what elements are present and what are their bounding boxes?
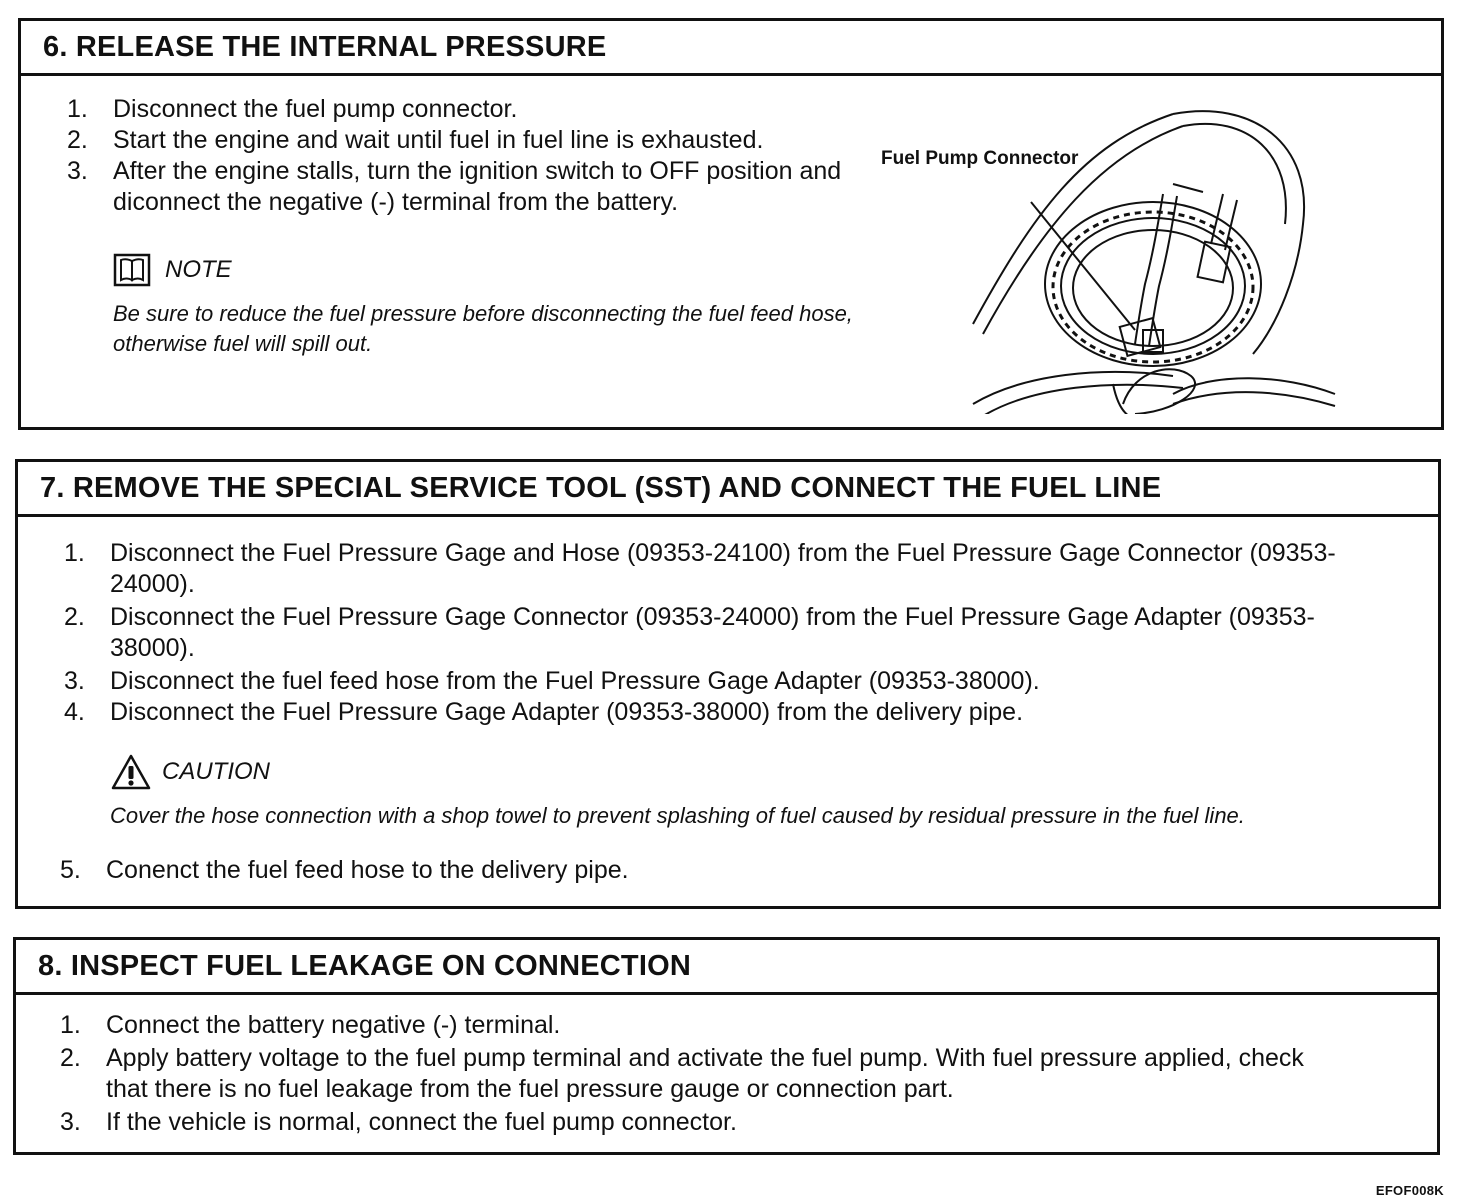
list-item: 1. Disconnect the Fuel Pressure Gage and Hose (09353-24100) from the Fuel Pressure Gage Connector (09353-24000). (64, 539, 1336, 598)
step-text: Disconnect the fuel pump connector. (113, 95, 518, 123)
note-label: NOTE (165, 256, 232, 283)
section-8-steps (18, 1010, 1348, 1138)
section-7-steps (22, 538, 1352, 728)
note-block (113, 253, 883, 359)
step-text: Disconnect the Fuel Pressure Gage Adapter (09353-38000) from the delivery pipe. (110, 698, 1024, 726)
warning-triangle-icon (110, 753, 152, 791)
fuel-pump-drawing (873, 104, 1343, 414)
step-text: Disconnect the fuel feed hose from the Fuel Pressure Gage Adapter (09353-38000). (110, 667, 1040, 695)
step-text: Disconnect the Fuel Pressure Gage Connector (09353-24000) from the Fuel Pressure Gage Adapter (09353-38000). (110, 603, 1315, 662)
book-icon (113, 253, 151, 287)
list-item: 3. If the vehicle is normal, connect the fuel pump connector. (60, 1108, 737, 1136)
section-8 (13, 937, 1440, 1155)
list-item: 3. Disconnect the fuel feed hose from the Fuel Pressure Gage Adapter (09353-38000). (64, 667, 1040, 695)
step-text: Start the engine and wait until fuel in fuel line is exhausted. (113, 126, 764, 154)
step-text: If the vehicle is normal, connect the fuel pump connector. (106, 1108, 737, 1136)
note-heading (113, 253, 883, 287)
figure-code: EFOF008K (1375, 1183, 1444, 1198)
list-item: 1. Connect the battery negative (-) terminal. (60, 1011, 561, 1039)
step-text: After the engine stalls, turn the ignition switch to OFF position and diconnect the negative (-) terminal from the battery. (113, 157, 842, 216)
list-item: 5. Conenct the fuel feed hose to the delivery pipe. (60, 856, 629, 884)
section-6 (18, 18, 1444, 430)
section-8-title: 8. INSPECT FUEL LEAKAGE ON CONNECTION (16, 940, 1437, 995)
section-6-title: 6. RELEASE THE INTERNAL PRESSURE (21, 21, 1441, 76)
step-text: Conenct the fuel feed hose to the delivery pipe. (106, 856, 629, 884)
section-6-steps (25, 94, 885, 218)
caution-label: CAUTION (162, 758, 270, 785)
step-text: Apply battery voltage to the fuel pump terminal and activate the fuel pump. With fuel pressure applied, check that there is no fuel leakage from the fuel pressure gauge or connection part. (106, 1044, 1304, 1103)
step-text: Connect the battery negative (-) terminal. (106, 1011, 561, 1039)
fuel-pump-figure (873, 104, 1343, 414)
list-item: 3. After the engine stalls, turn the ignition switch to OFF position and diconnect the negative (-) terminal from the battery. (67, 157, 842, 216)
caution-block (110, 753, 1420, 831)
step-text: Disconnect the Fuel Pressure Gage and Hose (09353-24100) from the Fuel Pressure Gage Connector (09353-24000). (110, 539, 1336, 598)
note-text: Be sure to reduce the fuel pressure before disconnecting the fuel feed hose, otherwise fuel will spill out. (113, 301, 853, 356)
list-item: 4. Disconnect the Fuel Pressure Gage Adapter (09353-38000) from the delivery pipe. (64, 698, 1024, 726)
list-item: 1. Disconnect the fuel pump connector. (67, 95, 518, 123)
section-7-title: 7. REMOVE THE SPECIAL SERVICE TOOL (SST) AND CONNECT THE FUEL LINE (18, 462, 1438, 517)
section-7-final-step (18, 855, 1348, 886)
list-item: 2. Disconnect the Fuel Pressure Gage Connector (09353-24000) from the Fuel Pressure Gage Adapter (09353-38000). (64, 603, 1315, 662)
caution-heading (110, 753, 1420, 791)
section-7 (15, 459, 1441, 909)
list-item: 2. Apply battery voltage to the fuel pump terminal and activate the fuel pump. With fuel pressure applied, check that there is no fuel leakage from the fuel pressure gauge or connection part. (60, 1044, 1304, 1103)
figure-label: Fuel Pump Connector (881, 148, 1079, 169)
caution-text: Cover the hose connection with a shop towel to prevent splashing of fuel caused by residual pressure in the fuel line. (110, 803, 1245, 828)
list-item: 2. Start the engine and wait until fuel in fuel line is exhausted. (67, 126, 764, 154)
